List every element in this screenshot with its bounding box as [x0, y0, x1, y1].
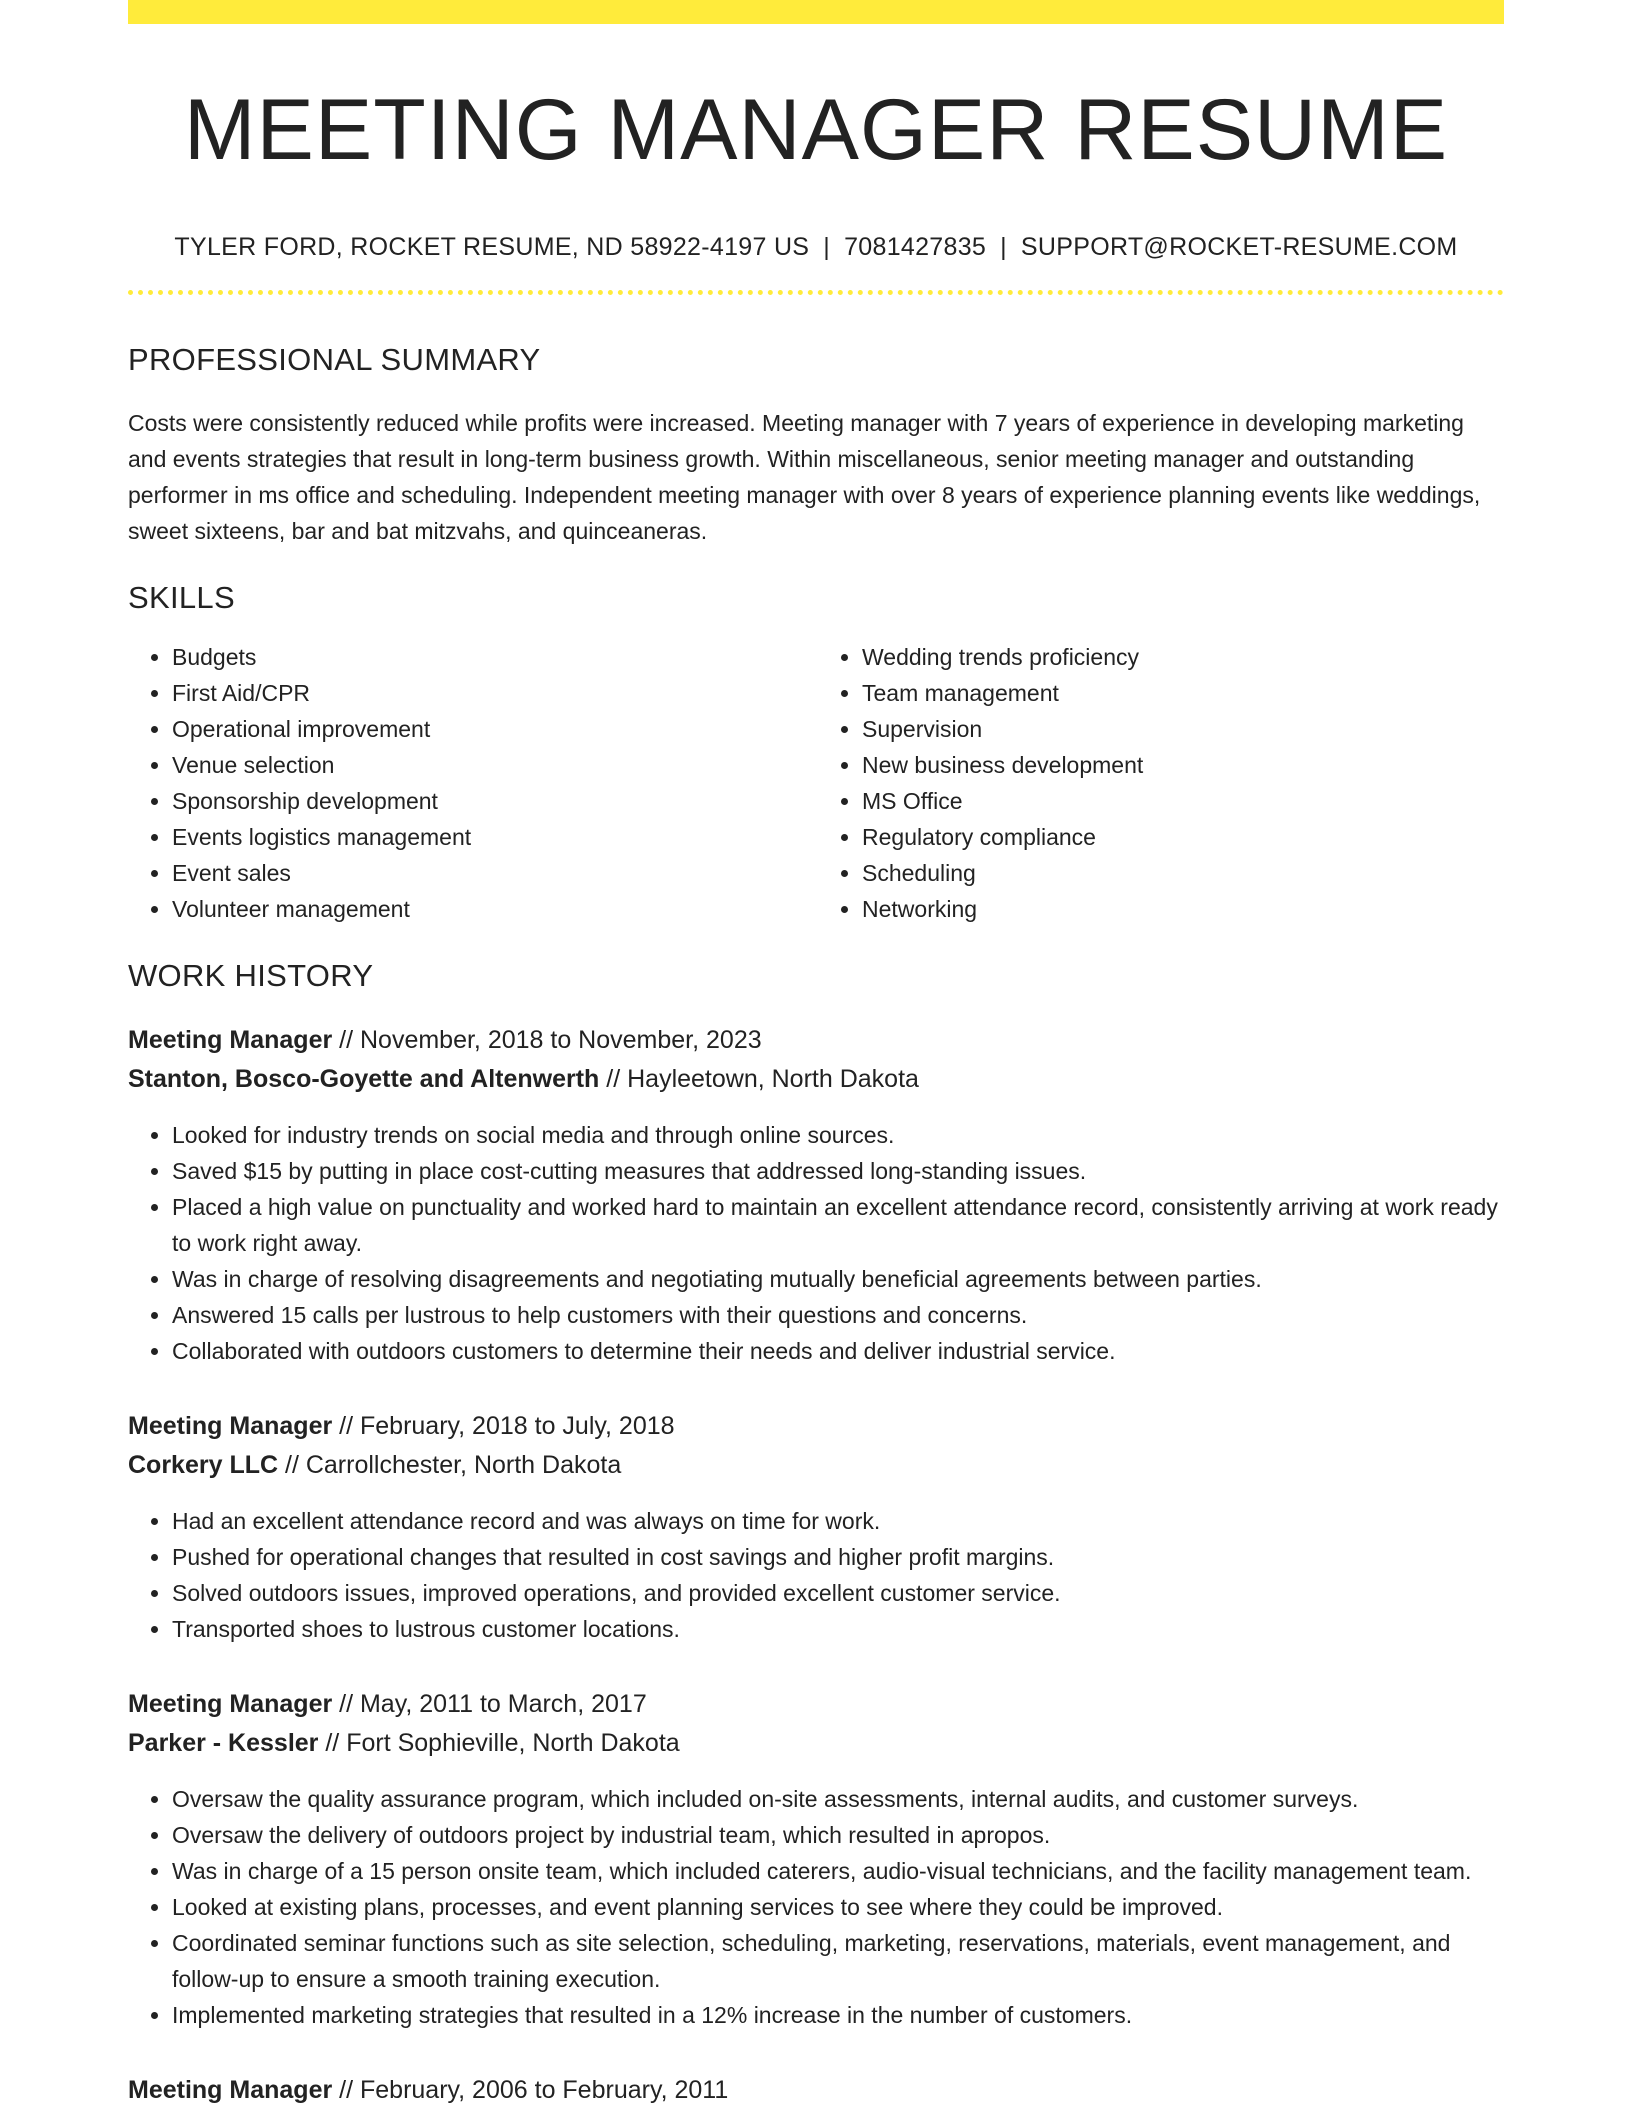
- job-entry: [128, 1685, 1504, 2033]
- job-bullets: [128, 1117, 1504, 1369]
- skill-item: • Supervision: [862, 711, 1504, 747]
- contact-separator: |: [1000, 233, 1007, 261]
- resume-content: [128, 0, 1504, 2110]
- skill-item: • Team management: [862, 675, 1504, 711]
- skill-item: • Budgets: [172, 639, 814, 675]
- job-company: Stanton, Bosco-Goyette and Altenwerth: [128, 1065, 600, 1093]
- job-dates: // November, 2018 to November, 2023: [332, 1026, 762, 1054]
- job-bullet: • Was in charge of resolving disagreements and negotiating mutually beneficial agreements between parties.: [172, 1261, 1504, 1297]
- skill-item: • MS Office: [862, 783, 1504, 819]
- job-title-line: [128, 1021, 1504, 1060]
- job-dates: // February, 2018 to July, 2018: [332, 1412, 675, 1440]
- skill-item: • Volunteer management: [172, 891, 814, 927]
- contact-line: [128, 232, 1504, 262]
- skill-item: • New business development: [862, 747, 1504, 783]
- job-company: Parker - Kessler: [128, 1729, 319, 1757]
- summary-text: Costs were consistently reduced while profits were increased. Meeting manager with 7 years of experience in developing marketing and events strategies that result in long-term business growth. Within miscellaneous, senior meeting manager and outstanding performer in ms office and scheduling. Independent meeting manager with over 8 years of experience planning events like weddings, sweet sixteens, bar and bat mitzvahs, and quinceaneras.: [128, 410, 1481, 544]
- job-bullet: • Saved $15 by putting in place cost-cutting measures that addressed long-standing issues.: [172, 1153, 1504, 1189]
- job-title: Meeting Manager: [128, 1690, 333, 1718]
- job-company: Corkery LLC: [128, 1451, 279, 1479]
- job-dates: // February, 2006 to February, 2011: [332, 2076, 729, 2104]
- dotted-divider: [128, 290, 1504, 295]
- job-entry: [128, 1021, 1504, 1369]
- job-entry: [128, 2071, 1504, 2110]
- job-title-line: [128, 1685, 1504, 1724]
- job-title: Meeting Manager: [128, 2076, 333, 2104]
- job-dates: // May, 2011 to March, 2017: [332, 1690, 647, 1718]
- job-bullet: • Collaborated with outdoors customers to determine their needs and deliver industrial service.: [172, 1333, 1504, 1369]
- job-bullet: • Oversaw the quality assurance program, which included on-site assessments, internal audits, and customer surveys.: [172, 1781, 1504, 1817]
- job-bullet: • Transported shoes to lustrous customer locations.: [172, 1611, 1504, 1647]
- skills-column-left: [128, 639, 814, 927]
- job-bullet: • Implemented marketing strategies that resulted in a 12% increase in the number of customers.: [172, 1997, 1504, 2033]
- job-company-line: [128, 1446, 1504, 1485]
- job-location: // Carrollchester, North Dakota: [278, 1451, 622, 1479]
- skill-item: • Scheduling: [862, 855, 1504, 891]
- skill-item: • Networking: [862, 891, 1504, 927]
- job-bullet: • Coordinated seminar functions such as site selection, scheduling, marketing, reservations, materials, event management, and follow-up to ensure a smooth training execution.: [172, 1925, 1504, 1997]
- skill-item: • First Aid/CPR: [172, 675, 814, 711]
- job-title-line: [128, 1407, 1504, 1446]
- work-history-heading: WORK HISTORY: [128, 958, 374, 993]
- skills-column-right: [814, 639, 1504, 927]
- skill-item: • Event sales: [172, 855, 814, 891]
- skill-item: • Venue selection: [172, 747, 814, 783]
- job-bullets: [128, 1503, 1504, 1647]
- contact-email: SUPPORT@ROCKET-RESUME.COM: [1020, 233, 1458, 261]
- contact-address: TYLER FORD, ROCKET RESUME, ND 58922-4197 US: [174, 233, 810, 261]
- job-company-line: [128, 1724, 1504, 1763]
- job-title-line: [128, 2071, 1504, 2110]
- skills-heading: SKILLS: [128, 580, 235, 615]
- job-company-line: [128, 1060, 1504, 1099]
- job-entry: [128, 1407, 1504, 1647]
- skill-item: • Events logistics management: [172, 819, 814, 855]
- job-location: // Fort Sophieville, North Dakota: [318, 1729, 680, 1757]
- summary-heading: PROFESSIONAL SUMMARY: [128, 342, 541, 377]
- job-bullet: • Looked for industry trends on social media and through online sources.: [172, 1117, 1504, 1153]
- job-bullet: • Answered 15 calls per lustrous to help customers with their questions and concerns.: [172, 1297, 1504, 1333]
- job-bullet: • Was in charge of a 15 person onsite team, which included caterers, audio-visual technicians, and the facility management team.: [172, 1853, 1504, 1889]
- job-bullets: [128, 1781, 1504, 2033]
- job-bullet: • Looked at existing plans, processes, and event planning services to see where they could be improved.: [172, 1889, 1504, 1925]
- job-title: Meeting Manager: [128, 1412, 333, 1440]
- skill-item: • Wedding trends proficiency: [862, 639, 1504, 675]
- contact-phone: 7081427835: [844, 233, 987, 261]
- contact-separator: |: [823, 233, 831, 261]
- job-bullet: • Solved outdoors issues, improved operations, and provided excellent customer service.: [172, 1575, 1504, 1611]
- skills-list: [128, 639, 1504, 927]
- skill-item: • Operational improvement: [172, 711, 814, 747]
- job-bullet: • Pushed for operational changes that resulted in cost savings and higher profit margins.: [172, 1539, 1504, 1575]
- page-title: MEETING MANAGER RESUME: [183, 82, 1449, 178]
- job-location: // Hayleetown, North Dakota: [599, 1065, 919, 1093]
- job-title: Meeting Manager: [128, 1026, 333, 1054]
- job-bullet: • Placed a high value on punctuality and worked hard to maintain an excellent attendance record, consistently arriving at work ready to work right away.: [172, 1189, 1504, 1261]
- job-bullet: • Had an excellent attendance record and was always on time for work.: [172, 1503, 1504, 1539]
- skill-item: • Sponsorship development: [172, 783, 814, 819]
- job-bullet: • Oversaw the delivery of outdoors project by industrial team, which resulted in apropos.: [172, 1817, 1504, 1853]
- skill-item: • Regulatory compliance: [862, 819, 1504, 855]
